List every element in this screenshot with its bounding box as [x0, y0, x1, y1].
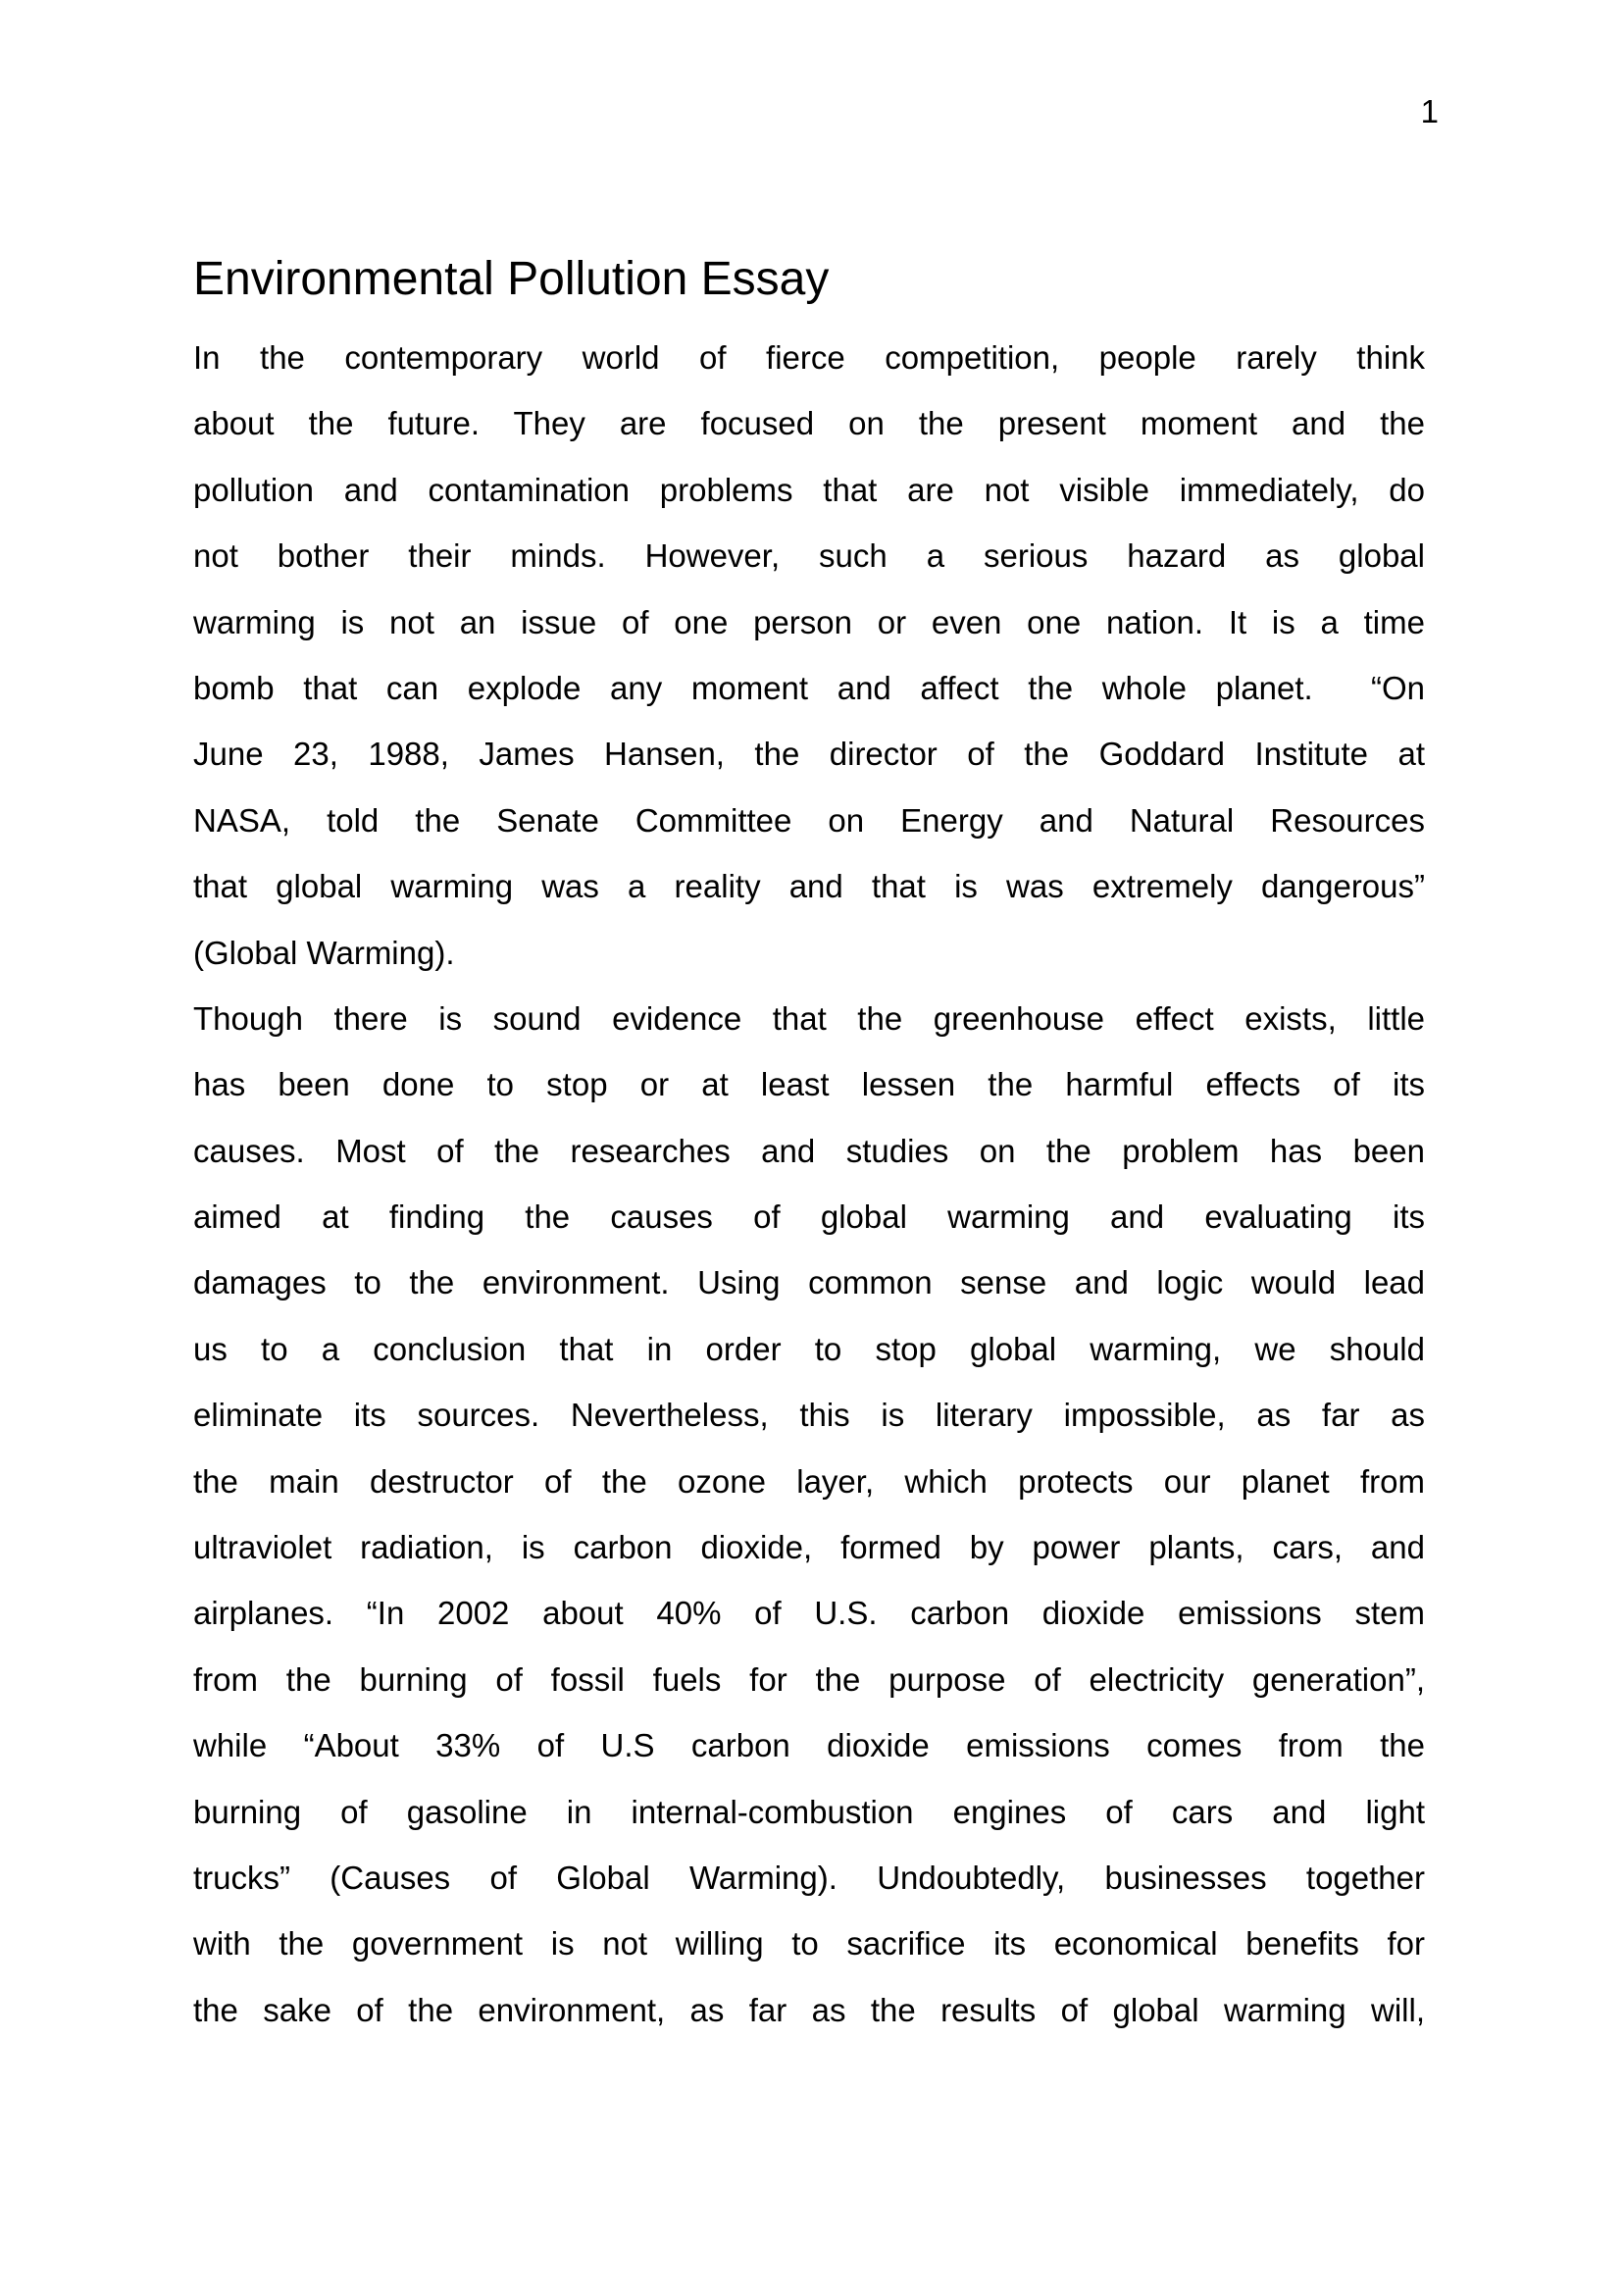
text-line: In the contemporary world of fierce competition, people rarely think: [193, 339, 1425, 376]
text-line: warming is not an issue of one person or even one nation. It is a time: [193, 603, 1425, 640]
text-line: while “About 33% of U.S carbon dioxide emissions comes from the: [193, 1727, 1425, 1764]
text-line: that global warming was a reality and that is was extremely dangerous”: [193, 868, 1425, 905]
text-line: pollution and contamination problems that are not visible immediately, do: [193, 471, 1425, 508]
essay-title: Environmental Pollution Essay: [193, 253, 830, 305]
paragraph: [193, 986, 1425, 2043]
text-line: June 23, 1988, James Hansen, the director of the Goddard Institute at: [193, 736, 1425, 773]
text-line: NASA, told the Senate Committee on Energy and Natural Resources: [193, 801, 1425, 839]
text-line: trucks” (Causes of Global Warming). Undoubtedly, businesses together: [193, 1859, 1425, 1896]
text-line: eliminate its sources. Nevertheless, this is literary impossible, as far as: [193, 1397, 1425, 1434]
text-line: not bother their minds. However, such a serious hazard as global: [193, 537, 1425, 575]
paragraph: [193, 325, 1425, 986]
text-line: causes. Most of the researches and studies on the problem has been: [193, 1132, 1425, 1169]
text-line: with the government is not willing to sacrifice its economical benefits for: [193, 1925, 1425, 1963]
text-line: us to a conclusion that in order to stop global warming, we should: [193, 1330, 1425, 1367]
text-line: Though there is sound evidence that the greenhouse effect exists, little: [193, 999, 1425, 1037]
text-line: about the future. They are focused on the present moment and the: [193, 405, 1425, 442]
text-line: ultraviolet radiation, is carbon dioxide, formed by power plants, cars, and: [193, 1529, 1425, 1566]
text-line: airplanes. “In 2002 about 40% of U.S. carbon dioxide emissions stem: [193, 1595, 1425, 1632]
text-line: the main destructor of the ozone layer, which protects our planet from: [193, 1462, 1425, 1500]
page-number: 1: [1420, 93, 1439, 129]
text-line: bomb that can explode any moment and affect the whole planet. “On: [193, 669, 1425, 706]
text-line: (Global Warming).: [193, 934, 455, 971]
text-line: burning of gasoline in internal-combustion engines of cars and light: [193, 1793, 1425, 1830]
text-line: damages to the environment. Using common sense and logic would lead: [193, 1264, 1425, 1301]
text-line: has been done to stop or at least lessen the harmful effects of its: [193, 1066, 1425, 1103]
text-line: from the burning of fossil fuels for the purpose of electricity generation”,: [193, 1660, 1425, 1698]
text-line: aimed at finding the causes of global warming and evaluating its: [193, 1198, 1425, 1236]
essay-body: [193, 325, 1425, 2043]
text-line: the sake of the environment, as far as the results of global warming will,: [193, 1991, 1425, 2028]
